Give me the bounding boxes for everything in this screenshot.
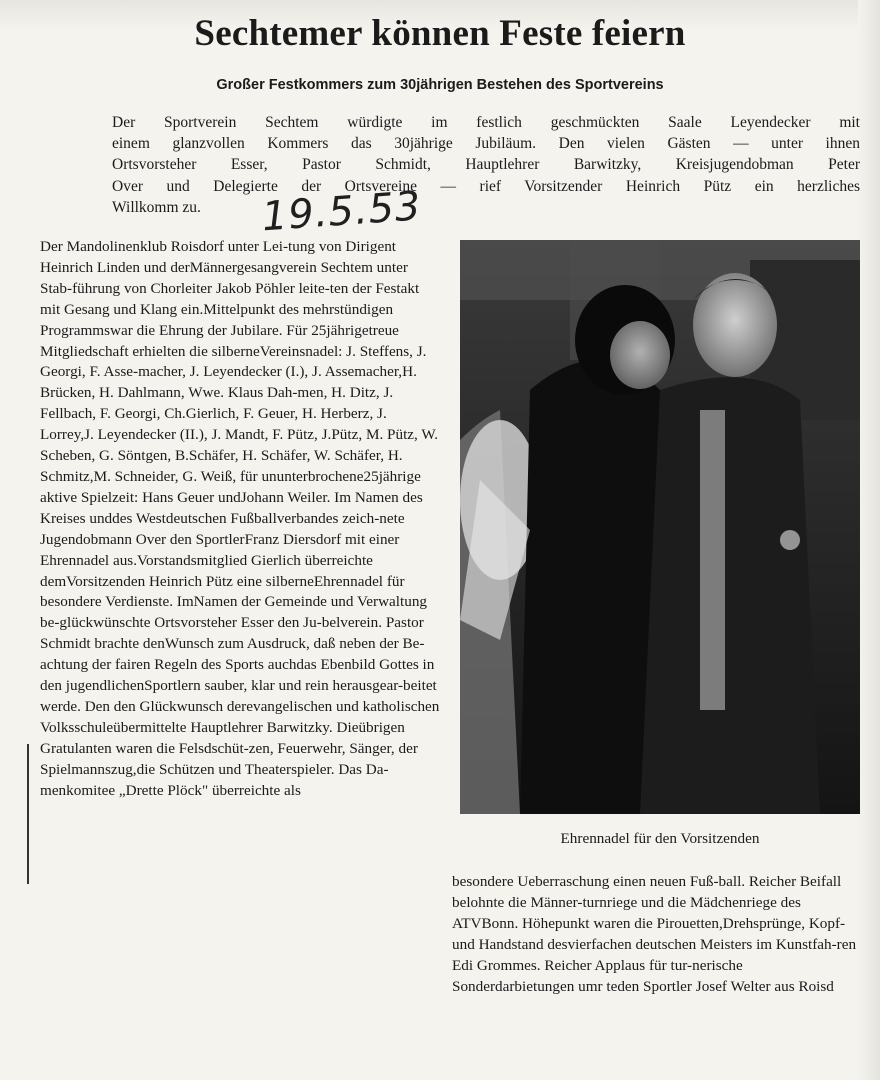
text-line: nete Jugendobmann Over den Sportler bbox=[40, 509, 405, 548]
text-line: das Ebenbild Gottes in den jugendlichen bbox=[40, 656, 435, 695]
handwritten-date: 19.5.53 bbox=[260, 183, 423, 241]
text-line: Pütz, M. Pütz, W. Scheben, G. Söntgen, B. bbox=[40, 426, 439, 465]
text-line: menkomitee „Drette Plöck" überreichte als bbox=[40, 781, 301, 799]
text-line: men, H. Ditz, J. Fellbach, F. Georgi, Ch. bbox=[40, 384, 394, 423]
text-line: Johann Weiler. Im Namen des Kreises und bbox=[40, 488, 423, 527]
text-line: Vorsitzenden Heinrich Pütz eine silberne bbox=[66, 572, 314, 590]
text-line: besondere Ueberraschung einen neuen Fuß- bbox=[452, 873, 719, 890]
text-line: 25jährige aktive Spielzeit: Hans Geuer und bbox=[40, 467, 421, 506]
text-line: übermittelte Hauptlehrer Barwitzky. Die bbox=[113, 718, 359, 736]
text-line: den Sportler Josef Welter aus Roisd bbox=[617, 977, 834, 995]
text-line: ball. Reicher Beifall belohnte die Männer- bbox=[452, 873, 842, 911]
text-line: war die Ehrung der Jubilare. Für 25jährige bbox=[110, 321, 369, 339]
text-line: des Westdeutschen Fußballverbandes zeich- bbox=[112, 509, 380, 527]
text-line: führung von Chorleiter Jakob Pöhler leite- bbox=[72, 279, 330, 297]
text-line: Gierlich, F. Geuer, H. Herberz, J. Lorrey, bbox=[40, 405, 387, 444]
text-line: H. Brücken, H. Dahlmann, Wwe. Klaus Dah- bbox=[40, 363, 417, 402]
text-line: M. Schneider, G. Weiß, für ununterbrochene bbox=[93, 467, 364, 485]
text-line: Männergesangverein Sechtem unter Stab- bbox=[40, 258, 408, 297]
lead-line: Over und Delegierte der Ortsvereine — rief Vorsitzender Heinrich Pütz ein herzliches bbox=[112, 177, 860, 195]
article-photo bbox=[460, 240, 860, 814]
text-line: Franz Diersdorf mit einer Ehrennadel aus. bbox=[40, 530, 400, 569]
text-line: übrigen Gratulanten waren die Felsdschüt- bbox=[40, 718, 405, 757]
text-line: Schäfer, H. Schäfer, W. Schäfer, H. Schmitz, bbox=[40, 447, 403, 485]
text-line: beitet werde. Den den Glückwunsch der bbox=[40, 677, 437, 715]
lead-line: Ortsvorsteher Esser, Pastor Schmidt, Hauptlehrer Barwitzky, Kreisjugendobman Peter bbox=[112, 156, 860, 174]
text-line: treue Mitgliedschaft erhielten die silberne bbox=[40, 321, 399, 360]
text-line: Mittelpunkt des mehrstündigen Programms bbox=[40, 300, 394, 339]
text-line: macher, J. Leyendecker (I.), J. Assemacher, bbox=[138, 363, 403, 381]
lead-line: Willkomm zu. bbox=[112, 198, 201, 216]
right-column bbox=[452, 872, 860, 997]
text-line: nerische Sonderdarbietungen umr te bbox=[452, 956, 743, 995]
left-column bbox=[40, 237, 440, 801]
lead-line: Der Sportverein Sechtem würdigte im festlich geschmückten Saale Leyendecker mit bbox=[112, 114, 860, 131]
text-line: Der Mandolinenklub Roisdorf unter Lei- bbox=[40, 238, 289, 255]
right-bleed-edge bbox=[858, 0, 880, 1080]
text-line: Ehrennadel für besondere Verdienste. Im bbox=[40, 572, 405, 611]
text-line: die Schützen und Theaterspieler. Das Da- bbox=[136, 760, 389, 778]
text-line: Vereinsnadel: J. Steffens, J. Georgi, F. Asse- bbox=[40, 342, 427, 381]
text-line: turnriege und die Mädchenriege des ATV bbox=[452, 893, 801, 932]
text-line: ren Edi Grommes. Reicher Applaus für tur- bbox=[452, 935, 857, 974]
text-line: evangelischen und katholischen Volksschule bbox=[40, 697, 440, 736]
text-line: Wunsch zum Ausdruck, daß neben der Be- bbox=[164, 635, 425, 653]
text-line: zen, Feuerwehr, Sänger, der Spielmannszug, bbox=[40, 739, 418, 778]
lead-line: einem glanzvollen Kommers das 30jährige Jubiläum. Den vielen Gästen — unter ihnen bbox=[112, 135, 860, 153]
text-line: tung von Dirigent Heinrich Linden und der bbox=[40, 238, 397, 276]
photo-figures bbox=[460, 240, 860, 814]
text-line: vierfachen deutschen Meisters im Kunstfah- bbox=[567, 935, 837, 953]
text-line: achtung der fairen Regeln des Sports auch bbox=[40, 656, 297, 674]
text-line: Bonn. Höhepunkt waren die Pirouetten, bbox=[481, 914, 723, 932]
text-line: ten der Festakt mit Gesang und Klang ein. bbox=[40, 279, 420, 318]
text-line: J. Leyendecker (II.), J. Mandt, F. Pütz, J. bbox=[84, 426, 332, 444]
text-line: Namen der Gemeinde und Verwaltung be- bbox=[40, 593, 428, 632]
text-line: Vorstandsmitglied Gierlich überreichte dem bbox=[40, 551, 373, 590]
text-line: Sportlern sauber, klar und rein herausgear- bbox=[144, 677, 404, 695]
text-line: Drehsprünge, Kopf- und Handstand des bbox=[452, 914, 846, 953]
article-subtitle: Großer Festkommers zum 30jährigen Bestehen des Sportvereins bbox=[216, 77, 664, 93]
text-line: belverein. Pastor Schmidt brachte den bbox=[40, 614, 424, 653]
article-title: Sechtemer können Feste feiern bbox=[194, 13, 686, 54]
photo-caption: Ehrennadel für den Vorsitzenden bbox=[560, 830, 760, 847]
margin-mark bbox=[27, 744, 29, 884]
text-line: glückwünschte Ortsvorsteher Esser den Ju- bbox=[59, 614, 322, 632]
